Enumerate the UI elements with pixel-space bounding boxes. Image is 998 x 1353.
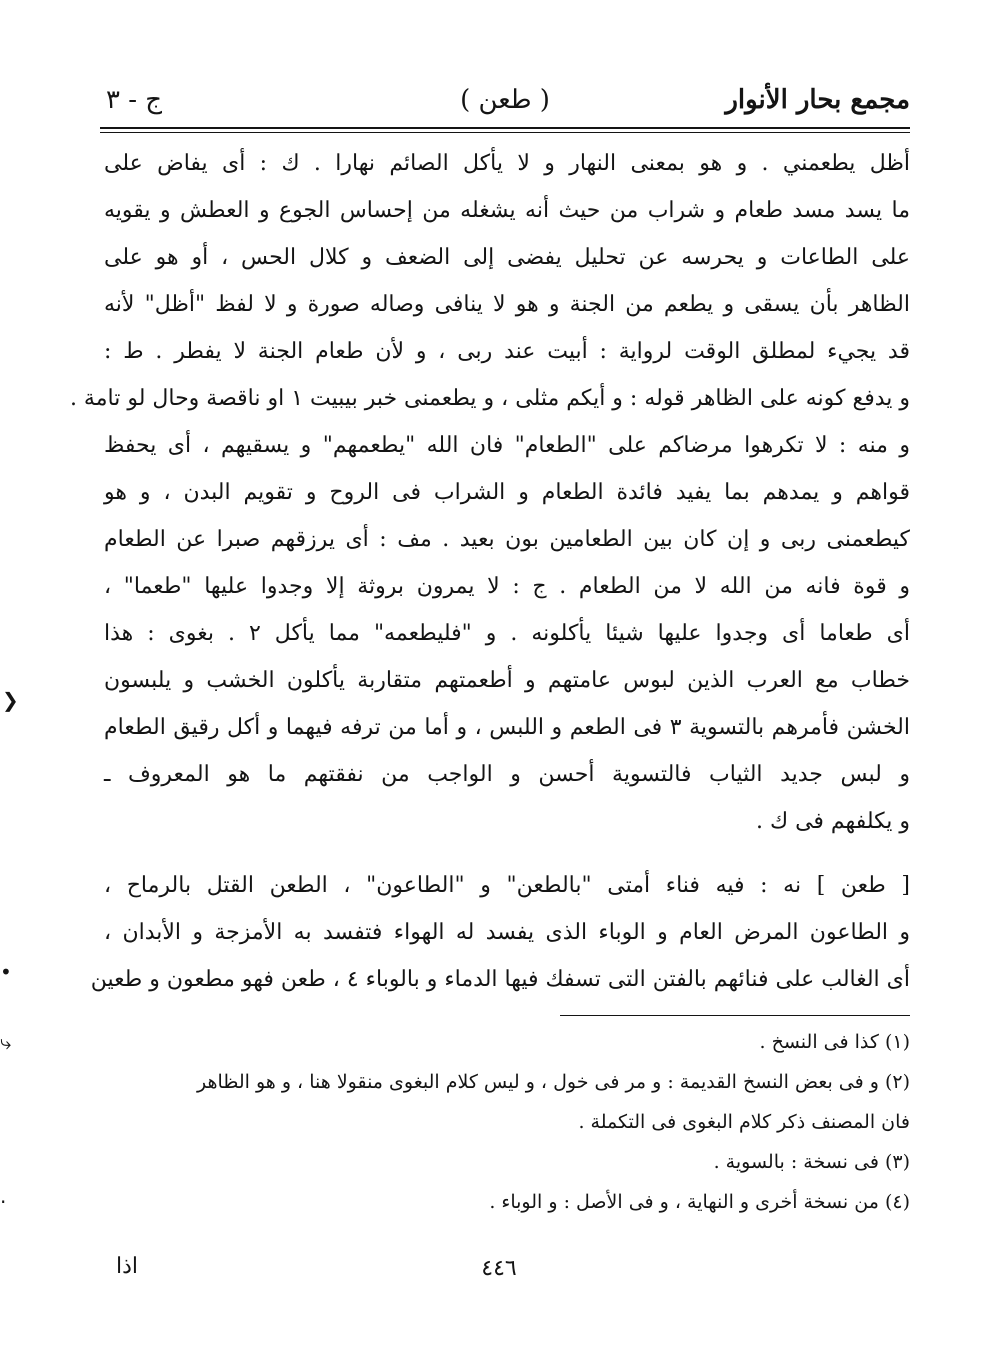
page-number: ٤٤٦ <box>481 1256 517 1281</box>
text-line: الظاهر بأن يسقى و يطعم من الجنة و هو لا ينافى وصاله صورة و لا لفظ "أظل" لأنه <box>104 292 910 317</box>
margin-mark-icon: · <box>0 1190 7 1214</box>
margin-mark-icon: ❯ <box>2 688 19 712</box>
text-line: و لبس جديد الثياب فالتسوية أحسن و الواجب من نفقتهم ما هو المعروف ـ <box>104 762 910 787</box>
margin-mark-icon: • <box>0 960 12 984</box>
volume-number: ج - ٣ <box>106 85 163 115</box>
entry-taan <box>90 862 910 1003</box>
text-line: قواهم و يمدهم بما يفيد فائدة الطعام و الشراب فى الروح و تقويم البدن ، و هو <box>104 480 910 505</box>
running-header <box>100 80 910 124</box>
text-line: الخشن فأمرهم بالتسوية ٣ فى الطعم و اللبس ، و أما من ترفه فيهما و أكل رقيق الطعام <box>104 715 910 740</box>
text-line: و قوة فانه من الله لا من الطعام . ج : لا يمرون بروثة إلا وجدوا عليها "طعما" ، <box>104 574 910 599</box>
text-line: و يدفع كونه على الظاهر قوله : و أيكم مثلى ، و يطعمنى خبر بيبيت ١ او ناقصة وحال لو تامة . <box>69 386 910 411</box>
entry-line: [ طعن ] نه : فيه فناء أمتى "بالطعن" و "الطاعون" ، الطعن القتل بالرماح ، <box>104 873 910 898</box>
text-line: خطاب مع العرب الذين لبوس عامتهم و أطعمتهم متقاربة يأكلون الخشب و يلبسون <box>104 668 910 693</box>
footnote-2-continued: فان المصنف ذكر كلام البغوى فى التكملة . <box>578 1111 910 1133</box>
text-line: و يكلفهم فى ك . <box>755 809 910 834</box>
header-rule <box>100 127 910 129</box>
entry-line: أى الغالب على فنائهم بالفتن التى تسفك فيها الدماء و بالوباء ٤ ، طعن فهو مطعون و طعين <box>90 967 910 992</box>
text-line: أى طعاما أى وجدوا عليها شيئا يأكلونه . و "فليطعمه" مما يأكل ٢ . بغوى : هذا <box>104 621 910 646</box>
entry-word-heading: ( طعن ) <box>460 85 550 115</box>
main-text <box>69 140 910 845</box>
footnote-2: (٢) و فى بعض النسخ القديمة : و مر فى خول ، و ليس كلام البغوى منقولا هنا ، و هو الظاهر <box>196 1071 910 1093</box>
footnote-rule <box>560 1015 910 1016</box>
text-line: قد يجيء لمطلق الوقت لرواية : أبيت عند ربى ، و لأن طعام الجنة لا يفطر . ط : <box>104 339 910 364</box>
text-line: على الطاعات و يحرسه عن تحليل يفضى إلى الضعف و كلال الحس ، أو هو على <box>104 245 910 270</box>
book-title: مجمع بحار الأنوار <box>725 85 910 115</box>
footnotes <box>104 1022 910 1222</box>
text-line: ما يسد مسد طعام و شراب من حيث أنه يشغله من إحساس الجوع و العطش و يقويه <box>104 198 910 223</box>
text-line: أظل يطعمني . و هو بمعنى النهار و لا يأكل الصائم نهارا . ك : أى يفاض على <box>104 151 910 176</box>
text-line: كيطعمنى ربى و إن كان بين الطعامين بون بعيد . مف : أى يرزقهم صبرا عن الطعام <box>104 527 910 552</box>
footnote-1: (١) كذا فى النسخ . <box>759 1031 910 1053</box>
header-rule-thin <box>100 132 910 133</box>
catchword: اذا <box>116 1254 139 1279</box>
footnote-3: (٣) فى نسخة : بالسوية . <box>713 1151 910 1173</box>
footnote-4: (٤) من نسخة أخرى و النهاية ، و فى الأصل : و الوباء . <box>489 1191 910 1213</box>
margin-mark-icon: ⤷ <box>0 1030 12 1054</box>
entry-line: و الطاعون المرض العام و الوباء الذى يفسد له الهواء فتفسد به الأمزجة و الأبدان ، <box>104 920 910 945</box>
text-line: و منه : لا تكرهوا مرضاكم على "الطعام" فان الله "يطعمهم" و يسقيهم ، أى يحفظ <box>104 433 910 458</box>
